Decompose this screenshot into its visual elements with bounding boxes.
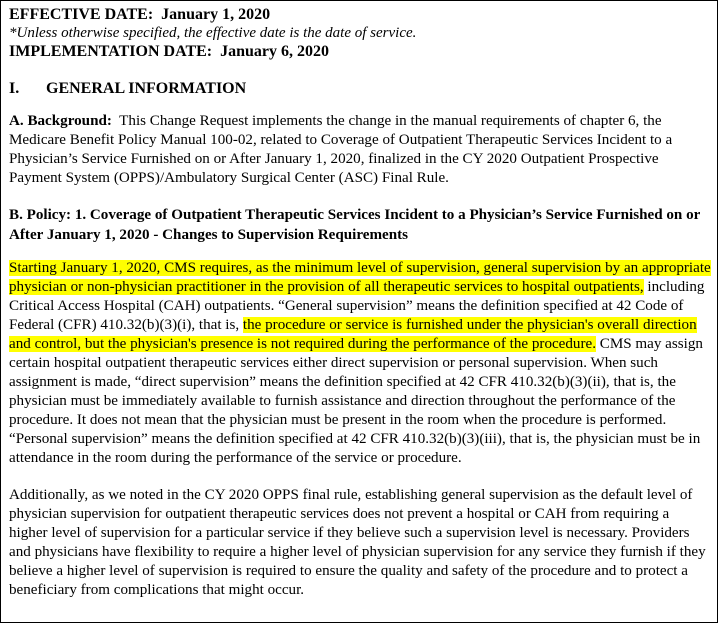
effective-date-line	[9, 5, 711, 24]
effective-date-label: EFFECTIVE DATE:	[9, 6, 154, 23]
section-title: GENERAL INFORMATION	[46, 80, 247, 97]
policy-heading: B. Policy: 1. Coverage of Outpatient Therapeutic Services Incident to a Physician’s Service Furnished on or After January 1, 2020 - Changes to Supervision Requirements	[9, 207, 701, 243]
section-heading-general-information	[9, 79, 711, 98]
policy-text-direct-personal-supervision: CMS may assign certain hospital outpatient therapeutic services either direct supervision or personal supervision. When such assignment is made, “direct supervision” means the definition specified at 42 CFR 410.32(b)(3)(ii), that is, the physician must be immediately available to furnish assistance and direction throughout the performance of the procedure. It does not mean that the physician must be present in the room when the procedure is performed. “Personal supervision” means the definition specified at 42 CFR 410.32(b)(3)(iii), that is, the physician must be in attendance in the room during the performance of the service or procedure.	[9, 336, 703, 466]
effective-date-value: January 1, 2020	[161, 6, 271, 23]
implementation-date-line	[9, 42, 711, 61]
background-text: This Change Request implements the change in the manual requirements of chapter 6, the Medicare Benefit Policy Manual 100-02, related to Coverage of Outpatient Therapeutic Services Incident to a Physician’s Service Furnished on or After January 1, 2020, finalized in the CY 2020 Outpatient Prospective Payment System (OPPS)/Ambulatory Surgical Center (ASC) Final Rule.	[9, 113, 673, 186]
background-paragraph	[9, 112, 711, 188]
implementation-date-value: January 6, 2020	[220, 43, 330, 60]
document-body	[9, 5, 711, 600]
policy-paragraph	[9, 259, 711, 468]
additional-paragraph: Additionally, as we noted in the CY 2020 OPPS final rule, establishing general supervision as the default level of physician supervision for outpatient therapeutic services does not prevent a hospital or CAH from requiring a higher level of supervision for a particular service if they believe such a supervision level is necessary. Providers and physicians have flexibility to require a higher level of physician supervision for any service they furnish if they believe a higher level of supervision is required to ensure the quality and safety of the procedure and to protect a beneficiary from complications that might occur.	[9, 487, 706, 598]
policy-text-general-supervision: including Critical Access Hospital (CAH) outpatients. “General supervision” means the definition specified at 42 Code of Federal (CFR) 410.32(b)(3)(i), that is,	[9, 279, 705, 333]
highlight-minimum-supervision: Starting January 1, 2020, CMS requires, as the minimum level of supervision, general supervision by an appropriate physician or non-physician practitioner in the provision of all therapeutic services to hospital outpatients,	[9, 260, 711, 295]
section-number: I.	[9, 80, 20, 97]
effective-date-note: *Unless otherwise specified, the effective date is the date of service.	[9, 25, 417, 41]
implementation-date-label: IMPLEMENTATION DATE:	[9, 43, 213, 60]
highlight-general-supervision-definition: the procedure or service is furnished under the physician's overall direction and control, but the physician's presence is not required during the performance of the procedure.	[9, 317, 697, 352]
background-label: A. Background:	[9, 113, 112, 129]
